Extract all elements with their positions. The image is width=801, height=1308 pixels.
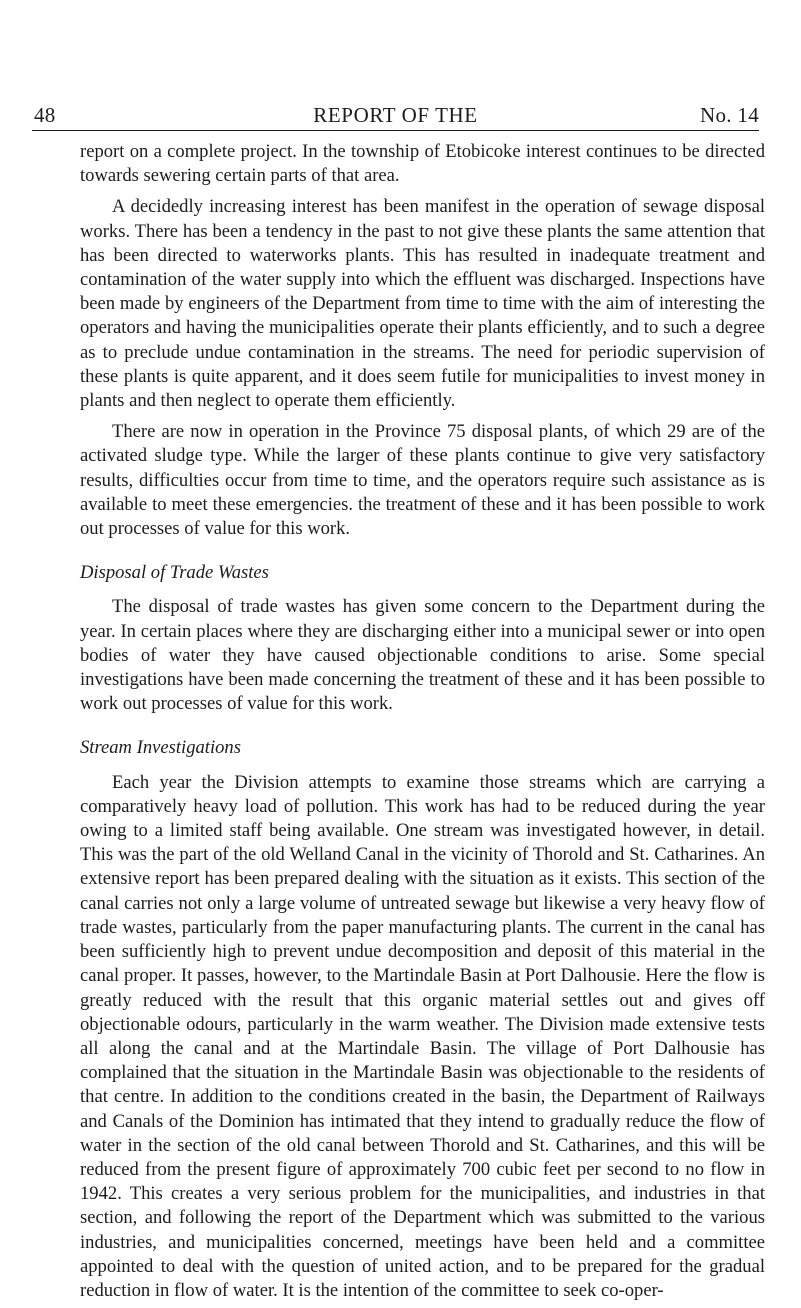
paragraph: report on a complete project. In the township of Etobicoke interest continues to be directed towards sewering certain parts of that area.: [80, 141, 765, 187]
body-text: [80, 140, 765, 1303]
running-title: REPORT OF THE: [313, 103, 478, 127]
paragraph: The disposal of trade wastes has given some concern to the Department during the year. In certain places where they are discharging either into a municipal sewer or into open bodies of water they have caused objectionable conditions to arise. Some special investigations have been made concerning the treatment of these and it has been possible to work out processes of value for this work.: [80, 596, 765, 715]
section-heading: Disposal of Trade Wastes: [80, 562, 269, 584]
report-number: No. 14: [700, 103, 759, 127]
paragraph: Each year the Division attempts to examine those streams which are carrying a comparatively heavy load of pollution. This work has had to be reduced during the year owing to a limited staff being available. One stream was investigated however, in detail. This was the part of the old Welland Canal in the vicinity of Thorold and St. Catharines. An extensive report has been prepared dealing with the situation as it exists. This section of the canal carries not only a large volume of untreated sewage but likewise a very heavy flow of trade wastes, particularly from the paper manufacturing plants. The current in the canal has been sufficiently high to prevent undue decomposition and deposit of this material in the canal proper. It passes, however, to the Martindale Basin at Port Dalhousie. Here the flow is greatly reduced with the result that this organic material settles out and gives off objectionable odours, particularly in the warm weather. The Division made extensive tests all along the canal and at the Martindale Basin. The village of Port Dalhousie has complained that the situation in the Martindale Basin was objectionable to the residents of that centre. In addition to the conditions created in the basin, the Department of Railways and Canals of the Dominion has intimated that they intend to gradually reduce the flow of water in the section of the old canal between Thorold and St. Catharines, and this will be reduced from the present figure of approximately 700 cubic feet per second to no flow in 1942. This creates a very serious problem for the municipalities, and industries in that section, and following the report of the Department which was submitted to the various industries, and municipalities concerned, meetings have been held and a committee appointed to deal with the question of united action, and to be prepared for the gradual reduction in flow of water. It is the intention of the committee to seek co-oper-: [80, 771, 765, 1301]
section-heading: Stream Investigations: [80, 737, 241, 759]
page-number: 48: [34, 103, 56, 127]
paragraph: A decidedly increasing interest has been manifest in the operation of sewage disposal works. There has been a tendency in the past to not give these plants the same attention that has been directed to waterworks plants. This has resulted in inadequate treatment and contamination of the water supply into which the effluent was discharged. Inspections have been made by engineers of the Department from time to time with the aim of interesting the operators and having the municipalities operate their plants efficiently, and to such a degree as to preclude undue contamination in the streams. The need for periodic supervision of these plants is quite apparent, and it does seem futile for municipalities to invest money in plants and then neglect to operate them efficiently.: [80, 196, 765, 412]
paragraph: There are now in operation in the Province 75 disposal plants, of which 29 are of the activated sludge type. While the larger of these plants continue to give very satisfactory results, difficulties occur from time to time, and the operators require such assistance as is available to meet these emergencies. the treatment of these and it has been possible to work out processes of value for this work.: [80, 421, 765, 540]
page-header: [32, 100, 759, 131]
